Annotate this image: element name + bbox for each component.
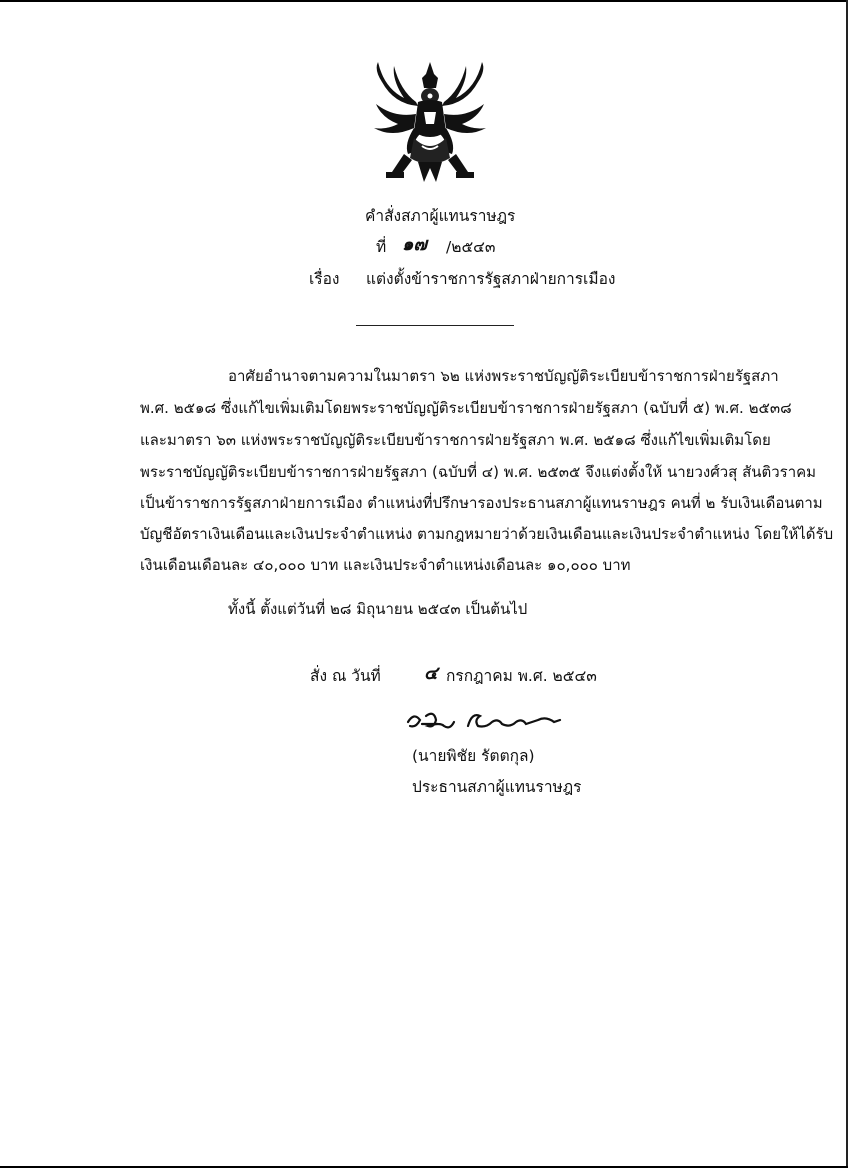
body-line-1: อาศัยอำนาจตามความในมาตรา ๖๒ แห่งพระราชบัญญัติระเบียบข้าราชการฝ่ายรัฐสภา [228,367,779,385]
body-line-7: เงินเดือนเดือนละ ๔๐,๐๐๐ บาท และเงินประจำตำแหน่งเดือนละ ๑๐,๐๐๐ บาท [140,556,631,574]
signature-image [404,706,564,736]
body-line-2: พ.ศ. ๒๕๑๘ ซึ่งแก้ไขเพิ่มเติมโดยพระราชบัญญัติระเบียบข้าราชการฝ่ายรัฐสภา (ฉบับที่ ๕) พ.ศ. ๒๕๓๘ [140,399,792,417]
subject-text: แต่งตั้งข้าราชการรัฐสภาฝ่ายการเมือง [366,270,616,288]
body-line-4: พระราชบัญญัติระเบียบข้าราชการฝ่ายรัฐสภา (ฉบับที่ ๔) พ.ศ. ๒๕๓๕ จึงแต่งตั้งให้ นายวงศ์วสุ สันติวราคม [140,463,817,481]
body-line-6: บัญชีอัตราเงินเดือนและเงินประจำตำแหน่ง ตามกฎหมายว่าด้วยเงินเดือนและเงินประจำตำแหน่ง โดยให้ได้รับ [140,525,834,543]
signatory-name: (นายพิชัย รัตตกุล) [412,747,535,765]
body-line-3: และมาตรา ๖๓ แห่งพระราชบัญญัติระเบียบข้าราชการฝ่ายรัฐสภา พ.ศ. ๒๕๑๘ ซึ่งแก้ไขเพิ่มเติมโดย [140,431,771,449]
ordered-date-day: ๔ [424,663,438,684]
order-number-suffix: /๒๕๔๓ [446,238,496,256]
order-number-prefix: ที่ [376,238,387,256]
body-line-5: เป็นข้าราชการรัฐสภาฝ่ายการเมือง ตำแหน่งที่ปรึกษารองประธานสภาผู้แทนราษฎร คนที่ ๒ รับเงินเดือนตาม [140,494,823,512]
effective-date: ทั้งนี้ ตั้งแต่วันที่ ๒๘ มิถุนายน ๒๕๔๓ เป็นต้นไป [228,600,528,618]
subject-label: เรื่อง [309,270,340,288]
garuda-emblem-icon [364,58,496,186]
ordered-date-prefix: สั่ง ณ วันที่ [310,667,381,685]
signatory-title: ประธานสภาผู้แทนราษฎร [412,778,582,796]
header-divider [356,325,514,326]
order-issuer: คำสั่งสภาผู้แทนราษฎร [365,207,516,225]
order-number-value: ๑๗ [402,234,427,255]
ordered-date-suffix: กรกฎาคม พ.ศ. ๒๕๔๓ [446,667,597,685]
